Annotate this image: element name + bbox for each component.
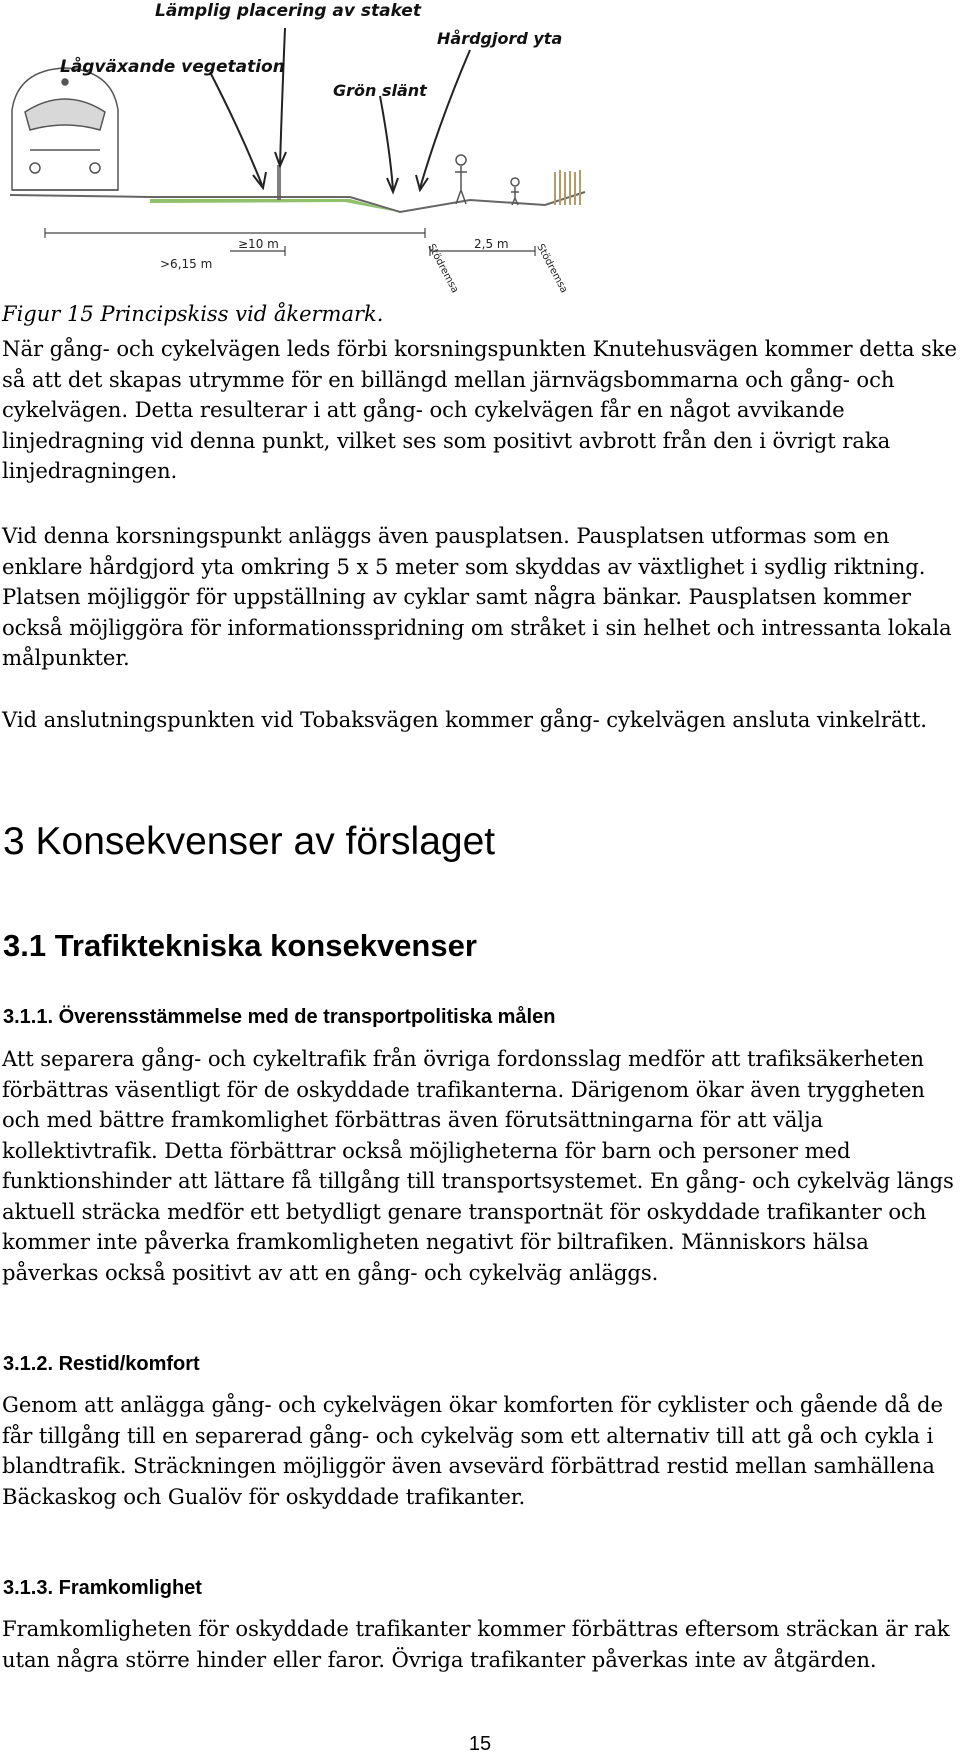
- train-icon: [12, 68, 118, 190]
- fence-icon: [278, 165, 280, 200]
- cross-section-sketch: [0, 0, 600, 300]
- page-number: 15: [468, 1733, 492, 1755]
- paragraph-6: Framkomligheten för oskyddade trafikanter kommer förbättras eftersom sträckan är rak utan några större hinder eller faror. Övriga trafikanter påverkas inte av åtgärden.: [2, 1616, 950, 1672]
- label-slope: Grön slänt: [333, 81, 427, 100]
- heading-3-1-3: 3.1.3. Framkomlighet: [3, 1577, 202, 1599]
- paragraph-4: Att separera gång- och cykeltrafik från övriga fordonsslag medför att trafiksäkerheten förbättras väsentligt för de oskyddade trafikanterna. Därigenom ökar även tryggheten och med bättre framkomlighet förbättras även förutsättningarna för att välja kollektivtrafik. Detta förbättrar också möjligheterna för barn och personer med funktionshinder att lättare få tillgång till transportsystemet. En gång- och cykelväg längs aktuell sträcka medför ett betydligt genare transportnät för oskyddade trafikanter och kommer inte påverka framkomligheten negativt för biltrafiken. Människors hälsa påverkas också positivt av att en gång- och cykelväg anläggs.: [2, 1046, 954, 1285]
- label-fence: Lämplig placering av staket: [155, 1, 421, 21]
- paragraph-5: Genom att anlägga gång- och cykelvägen ökar komforten för cyklister och gående då de får tillgång till en separerad gång- och cykelväg som ett alternativ till att gå och cykla i blandtrafik. Sträckningen möjliggör även avsevärd förbättrad restid mellan samhällena Bäckaskog och Gualöv för oskyddade trafikanter.: [2, 1392, 943, 1509]
- dim-615m: >6,15 m: [160, 257, 213, 271]
- cross-section-figure: [0, 0, 600, 300]
- pedestrian-icons: [455, 155, 519, 205]
- heading-3-1-1: 3.1.1. Överensstämmelse med de transportpolitiska målen: [3, 1006, 556, 1028]
- figure-caption: Figur 15 Principskiss vid åkermark.: [2, 302, 384, 326]
- annotation-arrows: [210, 28, 470, 192]
- dimension-lines: [45, 228, 535, 256]
- paragraph-1: När gång- och cykelvägen leds förbi korsningspunkten Knutehusvägen kommer detta ske så att det skapas utrymme för en billängd mellan järnvägsbommarna och gång- och cykelvägen. Detta resulterar i att gång- och cykelvägen får en något avvikande linjedragning vid denna punkt, vilket ses som positivt avbrott från den i övrigt raka linjedragningen.: [2, 336, 957, 483]
- paragraph-3: Vid anslutningspunkten vid Tobaksvägen kommer gång- cykelvägen ansluta vinkelrätt.: [2, 707, 927, 732]
- label-strip-2: Stödremsa: [534, 242, 570, 295]
- dim-10m: ≥10 m: [238, 237, 279, 251]
- subsection-heading: 3.1 Trafiktekniska konsekvenser: [3, 928, 477, 963]
- label-vegetation: Lågväxande vegetation: [60, 57, 285, 77]
- label-paved: Hårdgjord yta: [437, 29, 563, 48]
- heading-3-1-2: 3.1.2. Restid/komfort: [3, 1353, 200, 1375]
- section-heading: 3 Konsekvenser av förslaget: [3, 820, 496, 863]
- dim-25m: 2,5 m: [474, 237, 509, 251]
- label-strip-1: Stödremsa: [425, 242, 461, 295]
- paragraph-2: Vid denna korsningspunkt anläggs även pausplatsen. Pausplatsen utformas som en enklare hårdgjord yta omkring 5 x 5 meter som skyddas av växtlighet i sydlig riktning. Platsen möjliggör för uppställning av cyklar samt några bänkar. Pausplatsen kommer också möjliggöra för informationsspridning om stråket i sin helhet och intressanta lokala målpunkter.: [2, 523, 952, 670]
